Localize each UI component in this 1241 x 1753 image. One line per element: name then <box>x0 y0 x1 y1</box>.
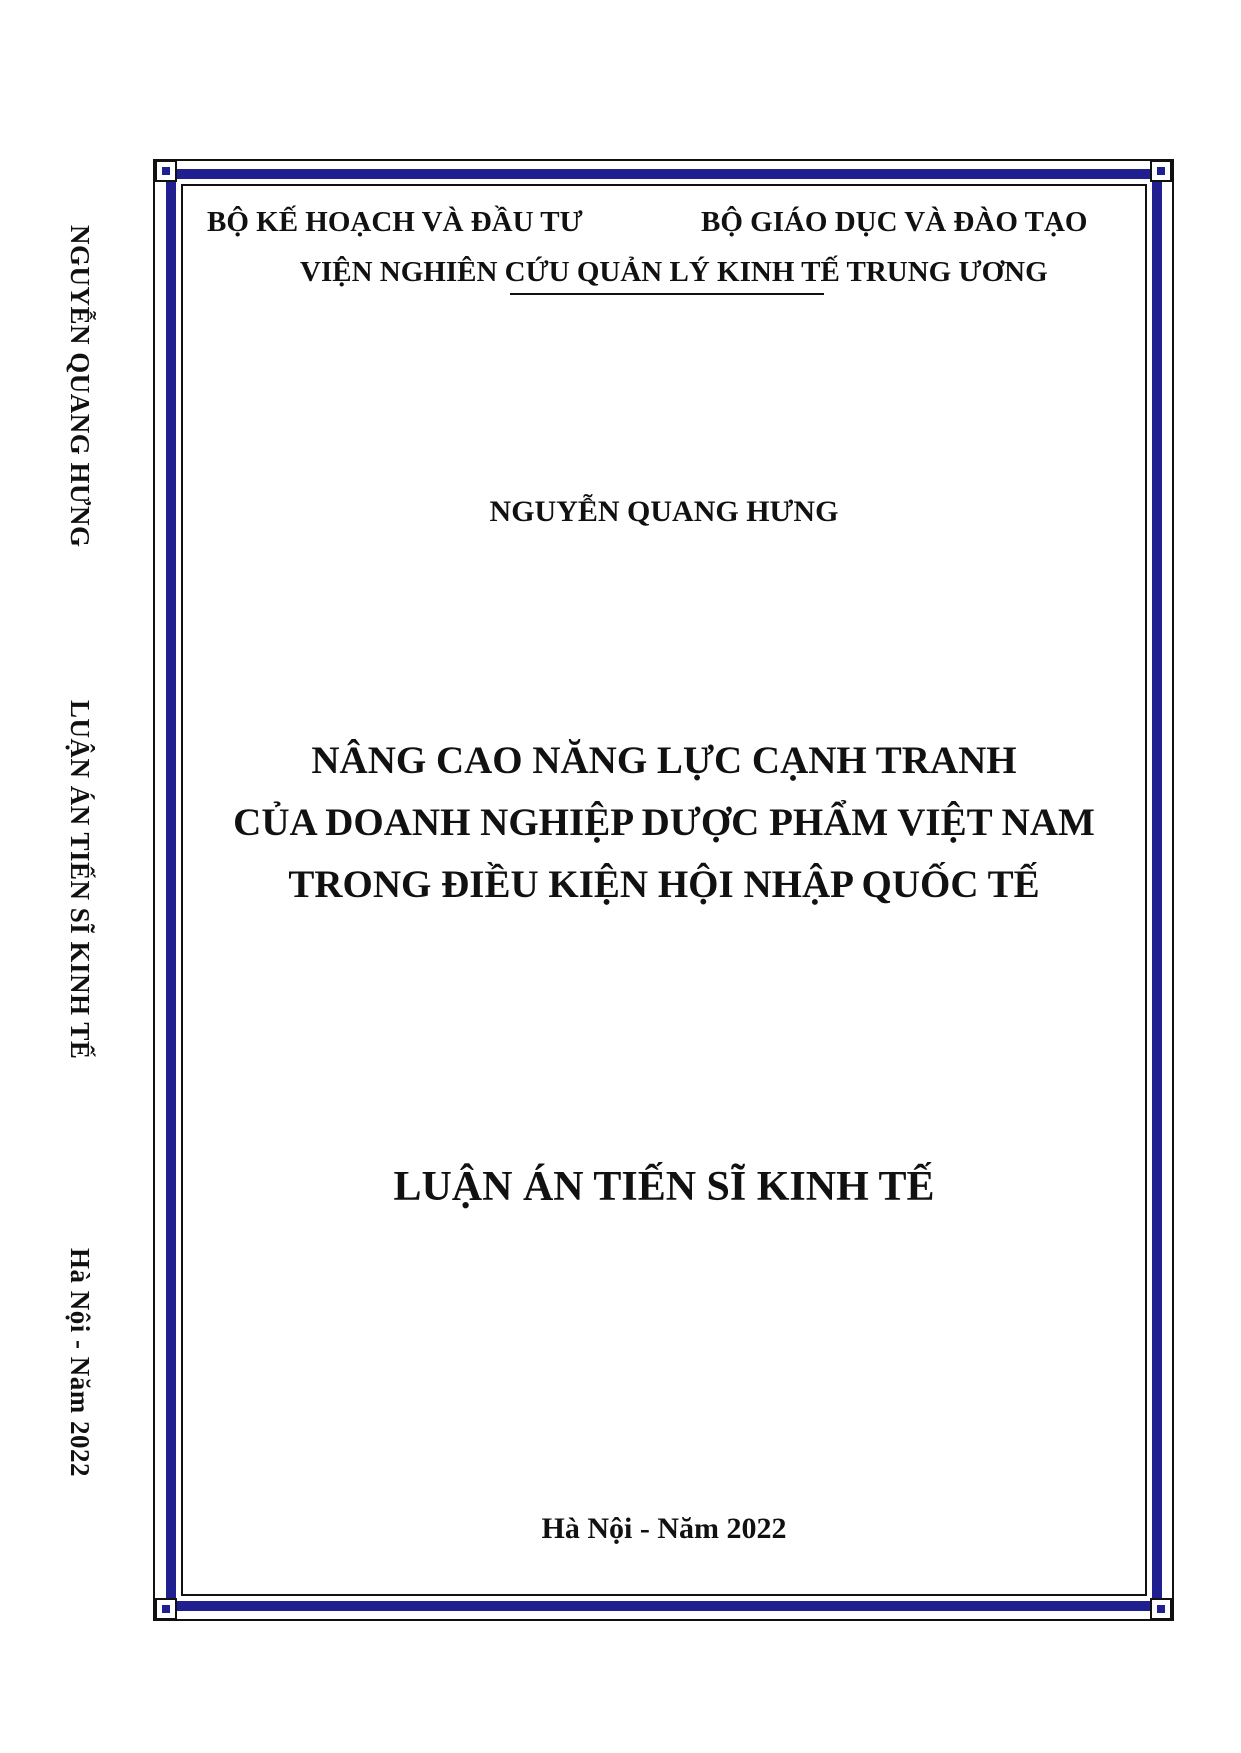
title-line: TRONG ĐIỀU KIỆN HỘI NHẬP QUỐC TẾ <box>288 863 1040 906</box>
spine-place-year: Hà Nội - Năm 2022 <box>65 1248 95 1477</box>
thesis-title <box>181 730 1147 916</box>
frame-corner-ornament <box>1150 1598 1172 1620</box>
author-name: NGUYỄN QUANG HƯNG <box>489 495 839 528</box>
ministry-right: BỘ GIÁO DỤC VÀ ĐÀO TẠO <box>701 206 1088 238</box>
header-underline <box>510 293 824 295</box>
institute-name: VIỆN NGHIÊN CỨU QUẢN LÝ KINH TẾ TRUNG ƯƠNG <box>300 256 1048 288</box>
place-year: Hà Nội - Năm 2022 <box>541 1512 787 1545</box>
frame-corner-ornament <box>155 160 177 182</box>
degree-label: LUẬN ÁN TIẾN SĨ KINH TẾ <box>393 1164 935 1210</box>
frame-corner-ornament <box>1150 160 1172 182</box>
spine-author: NGUYỄN QUANG HƯNG <box>65 225 95 548</box>
frame-corner-ornament <box>155 1598 177 1620</box>
title-line: CỦA DOANH NGHIỆP DƯỢC PHẨM VIỆT NAM <box>233 801 1095 844</box>
spine-degree: LUẬN ÁN TIẾN SĨ KINH TẾ <box>65 700 95 1060</box>
title-line: NÂNG CAO NĂNG LỰC CẠNH TRANH <box>311 739 1017 782</box>
ministry-left: BỘ KẾ HOẠCH VÀ ĐẦU TƯ <box>207 206 583 238</box>
